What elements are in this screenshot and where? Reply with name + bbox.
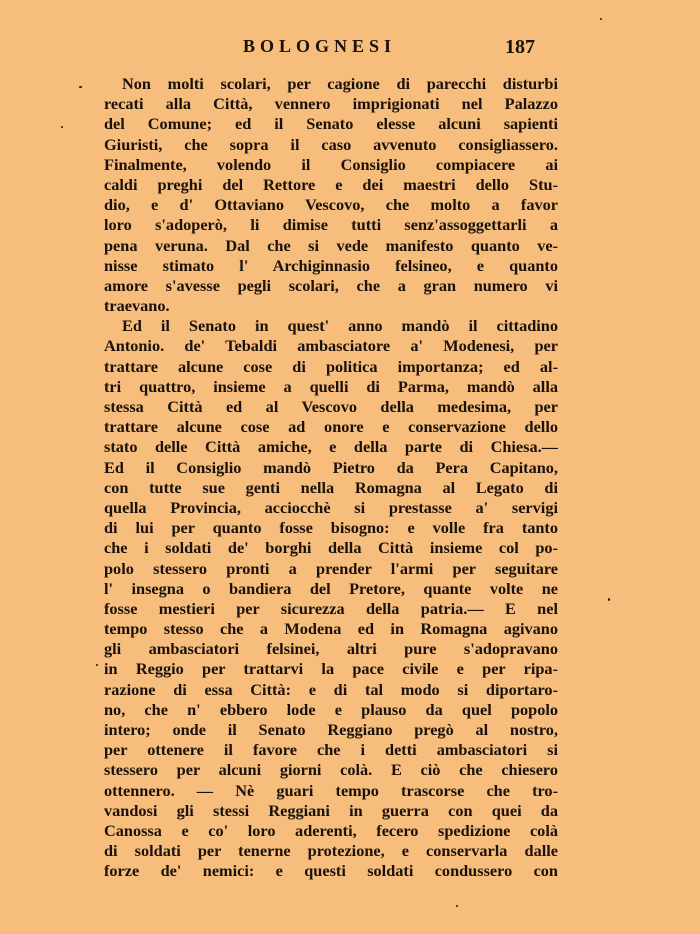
text-line: di soldati per tenerne protezione, e conservarla dalle (104, 841, 558, 861)
paper-speck (456, 905, 458, 907)
text-line: per ottenere il favore che i detti ambasciatori si (104, 740, 558, 760)
paragraph (104, 74, 558, 316)
text-line: traevano. (104, 296, 170, 316)
text-line: Giuristi, che sopra il caso avvenuto consigliassero. (104, 134, 558, 154)
running-title: BOLOGNESI (243, 36, 397, 56)
text-line: in Reggio per trattarvi la pace civile e per ripa- (104, 659, 558, 679)
text-line: recati alla Città, vennero imprigionati nel Palazzo (104, 94, 558, 114)
text-line: che i soldati de' borghi della Città insieme col po- (104, 538, 558, 558)
text-line: l' insegna o bandiera del Pretore, quante volte ne (104, 578, 558, 598)
text-line: trattare alcune cose ad onore e conservazione dello (104, 417, 558, 437)
text-line: intero; onde il Senato Reggiano pregò al nostro, (104, 720, 558, 739)
text-line: razione di essa Città: e di tal modo si diportaro- (104, 679, 558, 699)
text-line: fosse mestieri per sicurezza della patria.— E nel (104, 598, 558, 618)
text-line: vandosi gli stessi Reggiani in guerra con quei da (104, 800, 558, 820)
text-line: amore s'avesse pegli scolari, che a gran numero vi (104, 275, 558, 295)
text-line: con tutte sue genti nella Romagna al Legato di (104, 477, 558, 497)
text-line: tri quattro, insieme a quelli di Parma, mandò alla (104, 376, 558, 396)
text-line: Ed il Consiglio mandò Pietro da Pera Capitano, (104, 457, 558, 477)
text-line: ottennero. — Nè guari tempo trascorse che tro- (104, 780, 558, 800)
page-header (0, 36, 700, 62)
text-line: dio, e d' Ottaviano Vescovo, che molto a favor (104, 195, 558, 215)
text-line: stato delle Città amiche, e della parte di Chiesa.— (104, 437, 558, 457)
paper-speck (79, 86, 82, 88)
text-line: tempo stesso che a Modena ed in Romagna agivano (104, 619, 558, 639)
text-line: stessero per alcuni giorni colà. E ciò che chiesero (104, 760, 558, 780)
paper-speck (61, 126, 63, 128)
text-line: no, che n' ebbero lode e plauso da quel popolo (104, 699, 558, 719)
text-line: pena veruna. Dal che si vede manifesto quanto ve- (104, 235, 558, 255)
text-line: Canossa e co' loro aderenti, fecero spedizione colà (104, 820, 558, 840)
text-line: nisse stimato l' Archiginnasio felsineo, e quanto (104, 255, 558, 275)
paper-speck (96, 664, 98, 666)
paper-speck (600, 18, 602, 20)
text-line: loro s'adoperò, li dimise tutti senz'assoggettarli a (104, 215, 558, 235)
text-line: quella Provincia, acciocchè si prestasse a' servigi (104, 497, 558, 517)
text-line: polo stessero pronti a prender l'armi per seguitare (104, 558, 558, 578)
text-line: stessa Città ed al Vescovo della medesima, per (104, 397, 558, 416)
text-line: Non molti scolari, per cagione di parecchi disturbi (122, 74, 558, 93)
page-number: 187 (505, 36, 535, 58)
text-line: caldi preghi del Rettore e dei maestri dello Stu- (104, 174, 558, 194)
text-line: Antonio. de' Tebaldi ambasciatore a' Modenesi, per (104, 336, 558, 356)
text-line: Ed il Senato in quest' anno mandò il cittadino (122, 316, 558, 336)
paragraph (104, 316, 558, 881)
text-line: Finalmente, volendo il Consiglio compiacere ai (104, 154, 558, 174)
text-line: di lui per quanto fosse bisogno: e volle fra tanto (104, 518, 558, 538)
text-line: del Comune; ed il Senato elesse alcuni sapienti (104, 114, 558, 134)
body-text (104, 74, 558, 882)
paper-speck (608, 598, 610, 601)
text-line: forze de' nemici: e questi soldati condussero con (104, 861, 558, 881)
text-line: trattare alcune cose di politica importanza; ed al- (104, 356, 558, 376)
text-line: gli ambasciatori felsinei, altri pure s'adopravano (104, 639, 558, 659)
